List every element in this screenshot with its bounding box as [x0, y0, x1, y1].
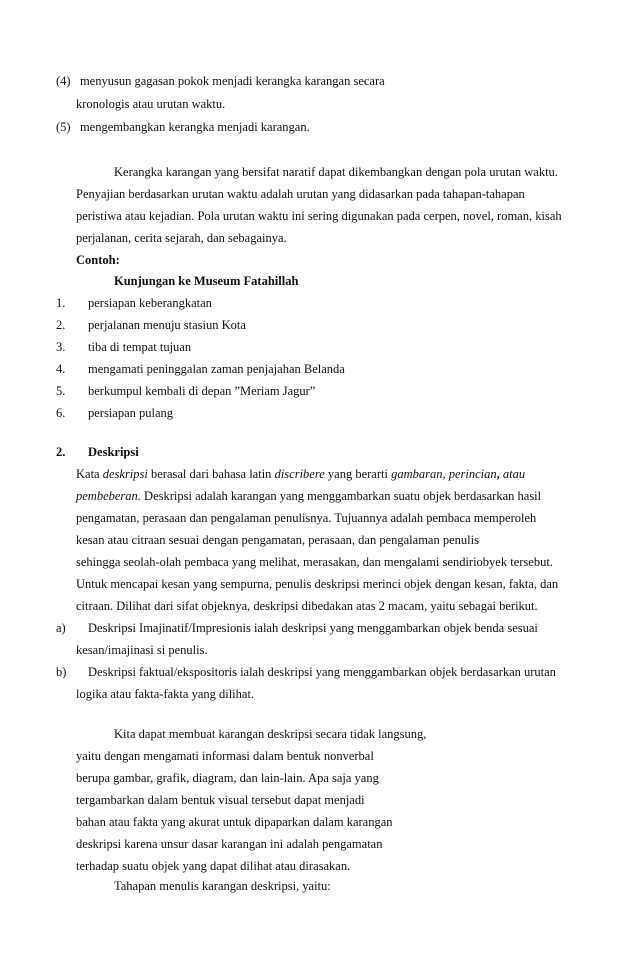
paragraph-line: perjalanan, cerita sejarah, dan sebagainya. [76, 231, 287, 245]
paragraph-line: yaitu dengan mengamati informasi dalam bentuk nonverbal [76, 749, 374, 763]
example-number: 5. [56, 384, 66, 398]
paragraph-line: berupa gambar, grafik, diagram, dan lain-lain. Apa saja yang [76, 771, 379, 785]
list-number: (5) [56, 120, 71, 134]
example-item: perjalanan menuju stasiun Kota [88, 318, 246, 332]
sub-item-label: b) [56, 665, 67, 679]
paragraph-line: Kita dapat membuat karangan deskripsi secara tidak langsung, [114, 727, 427, 741]
text-run: Kata [76, 467, 103, 481]
example-item: mengamati peninggalan zaman penjajahan Belanda [88, 362, 345, 376]
example-number: 4. [56, 362, 66, 376]
sub-item-continuation: logika atau fakta-fakta yang dilihat. [76, 687, 255, 701]
text-run: Deskripsi adalah karangan yang menggambarkan suatu objek berdasarkan hasil [140, 489, 542, 503]
paragraph-line: peristiwa atau kejadian. Pola urutan waktu ini sering digunakan pada cerpen, novel, roman, kisah [76, 209, 562, 223]
section-line [76, 466, 525, 482]
example-number: 3. [56, 340, 66, 354]
italic-term: discribere [274, 467, 325, 481]
section-line: kesan atau citraan sesuai dengan pengamatan, perasaan, dan pengalaman penulis [76, 533, 479, 547]
list-item-5 [56, 119, 310, 135]
sub-item-continuation: kesan/imajinasi si penulis. [76, 643, 208, 657]
sub-item-text: Deskripsi faktual/ekspositoris ialah deskripsi yang menggambarkan objek berdasarkan urutan [88, 665, 556, 679]
italic-term: pembeberan. [76, 489, 141, 503]
section-number: 2. [56, 445, 66, 459]
text-run: yang berarti [324, 467, 392, 481]
paragraph-line: Kerangka karangan yang bersifat naratif dapat dikembangkan dengan pola urutan waktu. [114, 165, 558, 179]
section-line: Untuk mencapai kesan yang sempurna, penulis deskripsi merinci objek dengan kesan, fakta, dan [76, 577, 559, 591]
example-label: Contoh: [76, 253, 120, 267]
italic-term: deskripsi [102, 467, 148, 481]
example-item: tiba di tempat tujuan [88, 340, 192, 354]
list-item-4-continuation: kronologis atau urutan waktu. [76, 97, 226, 111]
final-line: Tahapan menulis karangan deskripsi, yaitu: [114, 879, 331, 893]
example-title: Kunjungan ke Museum Fatahillah [114, 274, 299, 288]
italic-term: atau [502, 467, 526, 481]
list-text: menyusun gagasan pokok menjadi kerangka karangan secara [79, 74, 385, 88]
paragraph-line: bahan atau fakta yang akurat untuk dipaparkan dalam karangan [76, 815, 393, 829]
paragraph-line: Penyajian berdasarkan urutan waktu adalah urutan yang didasarkan pada tahapan-tahapan [76, 187, 525, 201]
example-item: persiapan keberangkatan [88, 296, 212, 310]
list-text: mengembangkan kerangka menjadi karangan. [79, 120, 310, 134]
italic-term: gambaran, perincian [391, 467, 497, 481]
section-line: pengamatan, perasaan dan pengalaman penulisnya. Tujuannya adalah pembaca memperoleh [76, 511, 537, 525]
section-line: citraan. Dilihat dari sifat objeknya, deskripsi dibedakan atas 2 macam, yaitu sebagai berikut. [76, 599, 538, 613]
example-item: persiapan pulang [88, 406, 174, 420]
example-number: 1. [56, 296, 66, 310]
paragraph-line: tergambarkan dalam bentuk visual tersebut dapat menjadi [76, 793, 365, 807]
text-run: berasal dari bahasa latin [147, 467, 275, 481]
list-number: (4) [56, 74, 71, 88]
section-line: sehingga seolah-olah pembaca yang melihat, merasakan, dan mengalami sendiriobyek tersebut. [76, 555, 553, 569]
paragraph-line: deskripsi karena unsur dasar karangan ini adalah pengamatan [76, 837, 383, 851]
sub-item-text: Deskripsi Imajinatif/Impresionis ialah deskripsi yang menggambarkan objek benda sesuai [88, 621, 538, 635]
example-number: 2. [56, 318, 66, 332]
example-number: 6. [56, 406, 66, 420]
example-item: berkumpul kembali di depan ”Meriam Jagur” [88, 384, 316, 398]
section-heading: Deskripsi [88, 445, 139, 459]
list-item-4 [56, 73, 385, 89]
text-run: , [496, 467, 503, 481]
paragraph-line: terhadap suatu objek yang dapat dilihat atau dirasakan. [76, 859, 351, 873]
section-line [76, 488, 541, 504]
sub-item-label: a) [56, 621, 66, 635]
